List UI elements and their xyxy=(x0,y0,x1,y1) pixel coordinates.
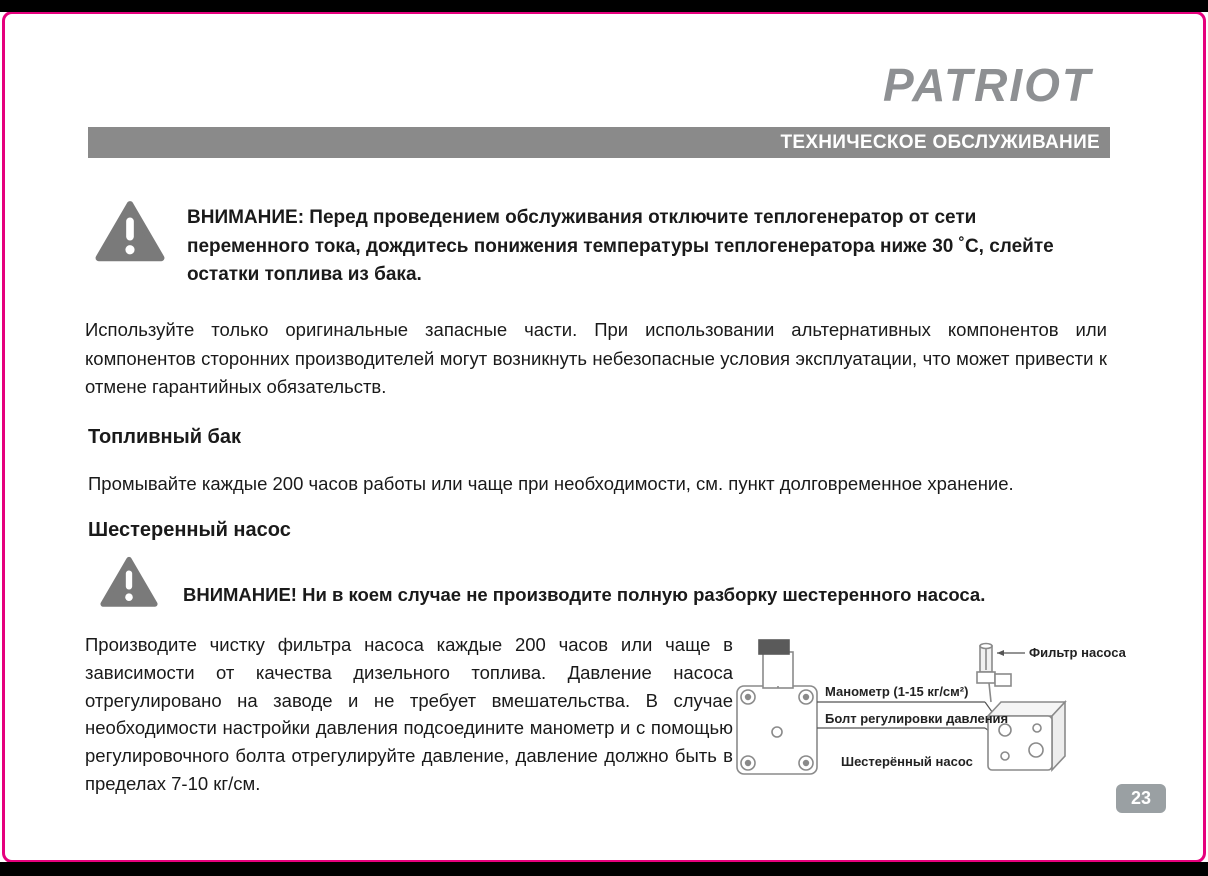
solenoid-pump-drawing xyxy=(737,640,817,774)
intro-paragraph: Используйте только оригинальные запасные части. При использовании альтернативных компонентов или компонентов сторонних производителей могут возникнуть небезопасные условия эксплуатации, что может привести к отмене гарантийных обязательств. xyxy=(85,319,1107,398)
bottom-black-bar xyxy=(0,862,1208,876)
pump-filter-label: Фильтр насоса xyxy=(1029,645,1126,660)
section-header-text: ТЕХНИЧЕСКОЕ ОБСЛУЖИВАНИЕ xyxy=(780,132,1100,153)
page-number-badge: 23 xyxy=(1116,784,1166,813)
warning-triangle-icon xyxy=(100,556,158,610)
gear-pump-label: Шестерённый насос xyxy=(841,754,973,769)
fuel-tank-paragraph: Промывайте каждые 200 часов работы или чаще при необходимости, см. пункт долговременное хранение. xyxy=(88,473,1014,494)
gear-pump-heading: Шестеренный насос xyxy=(88,519,291,541)
brand-logo: PATRIOT xyxy=(882,59,1092,111)
main-warning-text: ВНИМАНИЕ: Перед проведением обслуживания отключите теплогенератор от сети переменного тока, дождитесь понижения температуры теплогенератора ниже 30 ˚С, слейте остатки топлива из бака. xyxy=(187,207,1054,285)
gear-pump-drawing xyxy=(977,644,1065,771)
pressure-bolt-label: Болт регулировки давления xyxy=(825,711,1009,726)
warning-triangle-icon xyxy=(95,200,165,266)
fuel-tank-heading: Топливный бак xyxy=(88,426,242,448)
manometer-label: Манометр (1-15 кг/см²) xyxy=(825,684,969,699)
gear-pump-diagram xyxy=(733,636,1135,794)
section-header-bar xyxy=(88,127,1110,158)
pump-warning-text: ВНИМАНИЕ! Ни в коем случае не производите полную разборку шестеренного насоса. xyxy=(183,584,986,605)
gear-pump-paragraph: Производите чистку фильтра насоса каждые 200 часов или чаще в зависимости от качества дизельного топлива. Давление насоса отрегулировано на заводе и не требует вмешательства. В случае необходимости настройки давления подсоедините манометр и с помощью регулировочного болта отрегулируйте давление, давление должно быть в пределах 7-10 кг/см. xyxy=(85,634,733,794)
top-black-bar xyxy=(0,0,1208,12)
